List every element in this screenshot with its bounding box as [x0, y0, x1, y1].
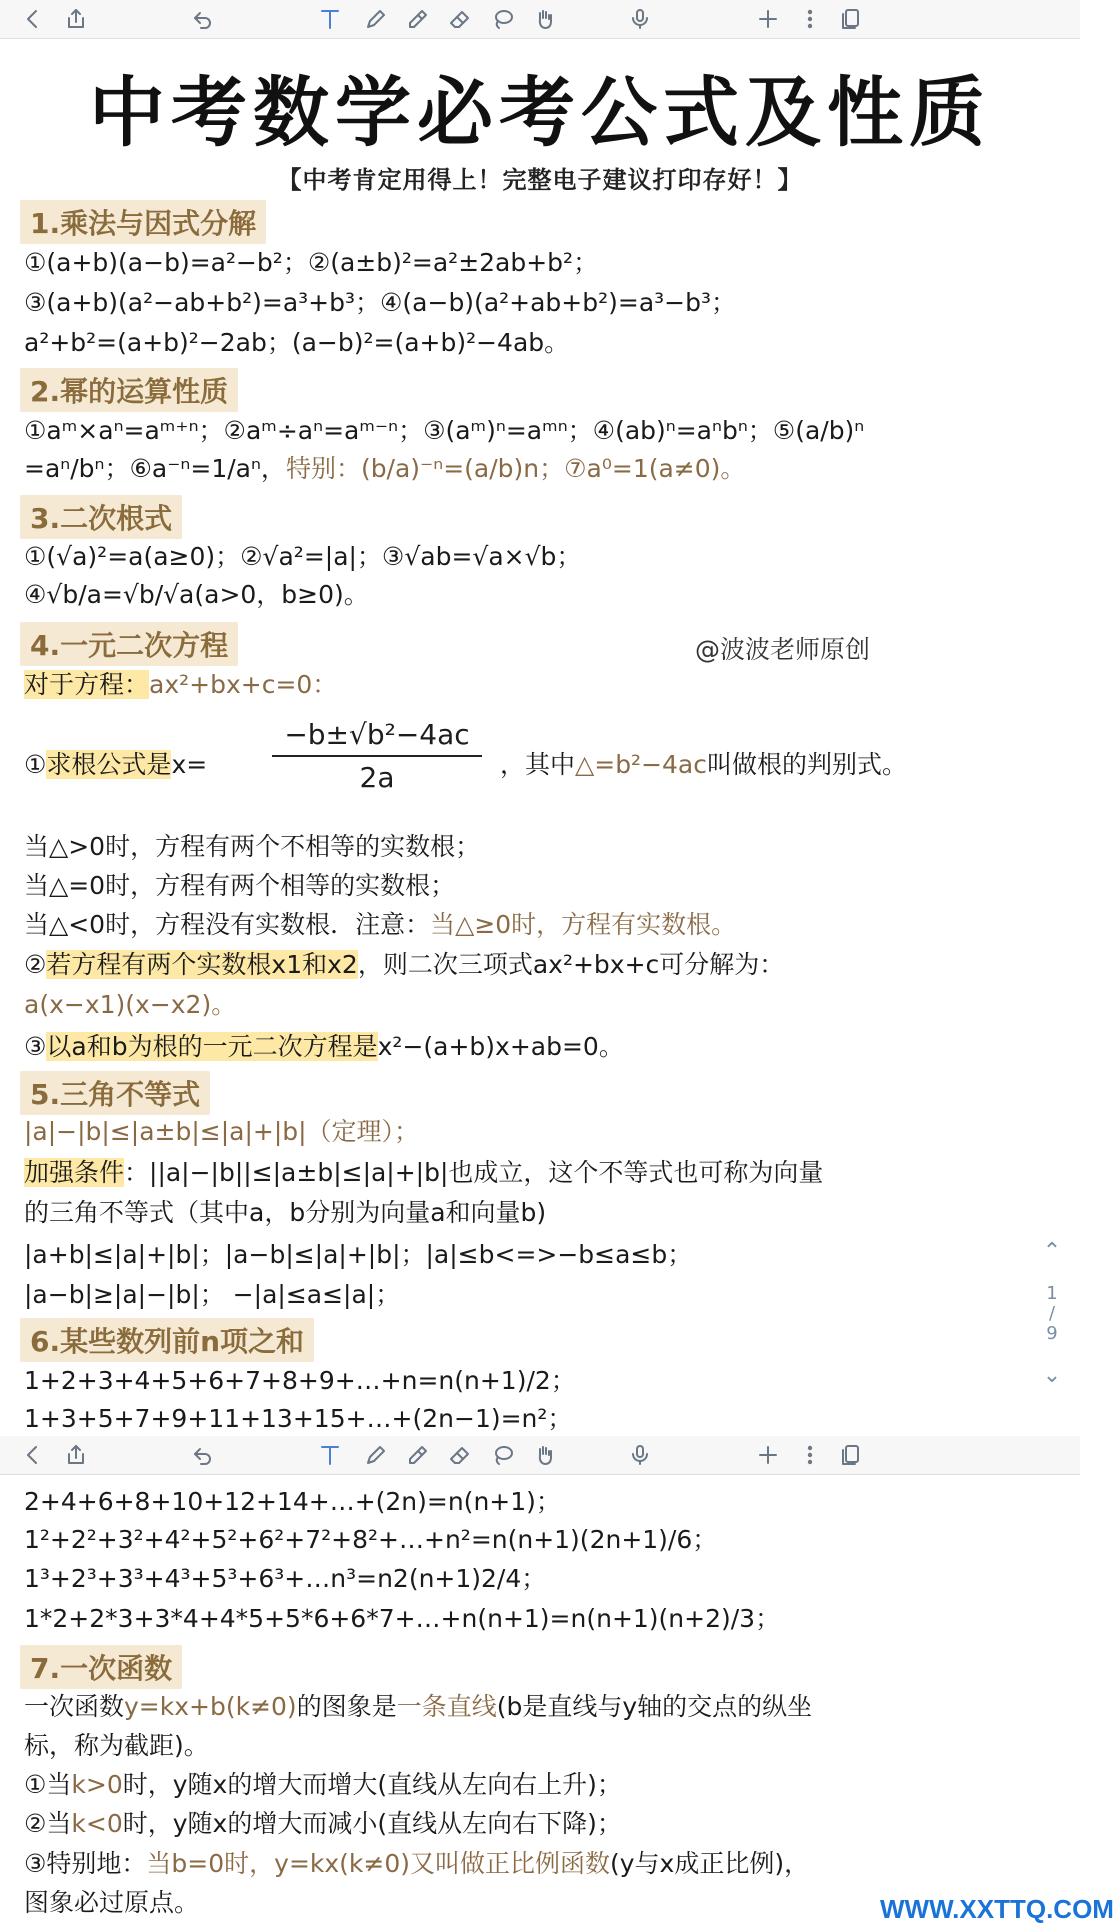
highlighted-text: 以a和b为根的一元二次方程是 [46, 1032, 378, 1061]
formula-note: k>0 [71, 1770, 123, 1799]
formula-text: 当△<0时，方程没有实数根．注意： [24, 910, 431, 939]
plus-icon[interactable] [755, 1442, 781, 1468]
highlighted-text: 对于方程： [24, 670, 150, 699]
lasso-icon[interactable] [490, 1442, 516, 1468]
formula-text: ③特别地： [24, 1849, 147, 1878]
formula-text: ②当 [24, 1809, 72, 1838]
formula-line: 1*2+2*3+3*4+4*5+5*6+6*7+…+n(n+1)=n(n+1)(n+2)/3； [24, 1604, 781, 1633]
section-heading-5: 5.三角不等式 [20, 1071, 210, 1115]
formula-line: 1²+2²+3²+4²+5²+6²+7²+8²+…+n²=n(n+1)(2n+1)/6； [24, 1525, 718, 1554]
chevron-up-icon[interactable]: ⌃ [1042, 1239, 1062, 1264]
site-watermark: WWW.XXTTQ.COM [880, 1891, 1080, 1927]
section-heading-1: 1.乘法与因式分解 [20, 200, 266, 244]
section-heading-2: 2.幂的运算性质 [20, 368, 238, 412]
formula-text: 时，y随x的增大而增大(直线从左向右上升)； [122, 1770, 622, 1799]
formula-line: 当△>0时，方程有两个不相等的实数根； [24, 832, 481, 861]
highlighted-text: 若方程有两个实数根x1和x2 [46, 950, 358, 979]
pen-icon[interactable] [363, 6, 389, 32]
page-subtitle: 【中考肯定用得上！完整电子建议打印存好！】 [277, 166, 803, 194]
formula-note: 当b=0时，y=kx(k≠0)又叫做正比例函数 [146, 1849, 610, 1878]
undo-icon[interactable] [190, 6, 216, 32]
section-heading-7: 7.一次函数 [20, 1645, 182, 1689]
fraction-denominator: 2a [359, 761, 395, 794]
formula-text: ③ [24, 1032, 47, 1061]
formula-text: (b是直线与y轴的交点的纵坐 [496, 1692, 813, 1721]
formula-line [24, 1030, 1040, 1064]
section-heading-4: 4.一元二次方程 [20, 622, 238, 666]
formula-note: y=kx+b(k≠0) [124, 1692, 297, 1721]
formula-line: 图象必过原点。 [24, 1888, 200, 1917]
back-icon[interactable] [20, 6, 46, 32]
formula-note: 一条直线 [396, 1692, 497, 1721]
highlighted-text: 求根公式是 [46, 750, 172, 779]
top-toolbar [0, 0, 1080, 39]
formula-text: 的图象是 [296, 1692, 397, 1721]
formula-line [24, 948, 1040, 982]
current-page: 1 [1046, 1283, 1058, 1304]
more-icon[interactable] [797, 1442, 823, 1468]
formula-text: (y与x成正比例)， [610, 1849, 810, 1878]
formula-line [24, 1156, 1040, 1190]
formula-line: 1³+2³+3³+4³+5³+6³+…n³=n2(n+1)2/4； [24, 1564, 547, 1593]
formula-line: 当△=0时，方程有两个相等的实数根； [24, 871, 456, 900]
formula-line: ④√b/a=√b/√a(a>0，b≥0)。 [24, 580, 369, 609]
formula-text: x= [171, 750, 208, 779]
formula-line [500, 748, 1040, 782]
hand-icon[interactable] [532, 1442, 558, 1468]
pen-icon[interactable] [363, 1442, 389, 1468]
pages-icon[interactable] [838, 6, 864, 32]
formula-text: ，则二次三项式ax²+bx+c可分解为： [357, 950, 785, 979]
formula-line: 1+3+5+7+9+11+13+15+…+(2n−1)=n²； [24, 1404, 573, 1433]
text-tool-icon[interactable] [317, 6, 343, 32]
author-credit: @波波老师原创 [695, 635, 871, 664]
formula-text: ② [24, 950, 47, 979]
formula-line [24, 1807, 1040, 1841]
formula-text: ，其中 [500, 750, 576, 779]
second-toolbar [0, 1436, 1080, 1475]
formula-line [24, 1847, 1040, 1881]
eraser-icon[interactable] [447, 1442, 473, 1468]
formula-line [24, 1690, 1040, 1724]
formula-note: ax²+bx+c=0： [149, 670, 338, 699]
formula-note: 当△≥0时，方程有实数根。 [430, 910, 737, 939]
formula-line: a(x−x1)(x−x2)。 [24, 990, 237, 1019]
highlighter-icon[interactable] [405, 1442, 431, 1468]
share-icon[interactable] [63, 1442, 89, 1468]
formula-text: ：||a|−|b||≤|a±b|≤|a|+|b|也成立，这个不等式也可称为向量 [124, 1158, 824, 1187]
formula-line: ①aᵐ×aⁿ=aᵐ⁺ⁿ；②aᵐ÷aⁿ=aᵐ⁻ⁿ；③(aᵐ)ⁿ=aᵐⁿ；④(ab)ⁿ=aⁿbⁿ；⑤(a/b)ⁿ [24, 416, 865, 445]
formula-text: x²−(a+b)x+ab=0。 [377, 1032, 624, 1061]
total-pages: 9 [1046, 1323, 1058, 1344]
chevron-down-icon[interactable]: ⌄ [1042, 1363, 1062, 1388]
plus-icon[interactable] [755, 6, 781, 32]
back-icon[interactable] [20, 1442, 46, 1468]
section-heading-6: 6.某些数列前n项之和 [20, 1318, 314, 1362]
formula-note: △=b²−4ac [575, 750, 707, 779]
formula-text: ①当 [24, 1770, 72, 1799]
formula-line: 标，称为截距)。 [24, 1731, 209, 1760]
formula-line: ③(a+b)(a²−ab+b²)=a³+b³；④(a−b)(a²+ab+b²)=a³−b³； [24, 288, 737, 317]
page-title: 中考数学必考公式及性质 [89, 68, 991, 157]
formula-line [24, 1768, 1040, 1802]
formula-text: 叫做根的判别式。 [707, 750, 908, 779]
formula-line [24, 908, 1040, 942]
formula-line: ①(a+b)(a−b)=a²−b²；②(a±b)²=a²±2ab+b²； [24, 248, 599, 277]
formula-line [24, 452, 1040, 486]
hand-icon[interactable] [532, 6, 558, 32]
formula-line: |a+b|≤|a|+|b|；|a−b|≤|a|+|b|；|a|≤b<=>−b≤a≤b； [24, 1240, 693, 1269]
pages-icon[interactable] [838, 1442, 864, 1468]
formula-line: ①(√a)²=a(a≥0)；②√a²=|a|；③√ab=√a×√b； [24, 542, 582, 571]
text-tool-icon[interactable] [317, 1442, 343, 1468]
eraser-icon[interactable] [447, 6, 473, 32]
highlighted-text: 加强条件 [24, 1158, 125, 1187]
undo-icon[interactable] [190, 1442, 216, 1468]
formula-text: =aⁿ/bⁿ；⑥a⁻ⁿ=1/aⁿ， [24, 454, 286, 483]
formula-line: 1+2+3+4+5+6+7+8+9+…+n=n(n+1)/2； [24, 1366, 576, 1395]
formula-line [24, 668, 1040, 702]
formula-note: 特别：(b/a)⁻ⁿ=(a/b)n；⑦a⁰=1(a≠0)。 [285, 454, 746, 483]
formula-line: |a−b|≥|a|−|b|； −|a|≤a≤|a|； [24, 1280, 401, 1309]
fraction-numerator: −b±√b²−4ac [272, 718, 482, 757]
formula-line: 的三角不等式（其中a，b分别为向量a和向量b) [24, 1198, 547, 1227]
share-icon[interactable] [63, 6, 89, 32]
mic-icon[interactable] [627, 6, 653, 32]
formula-text: 时，y随x的增大而减小(直线从左向右下降)； [122, 1809, 622, 1838]
quadratic-formula-fraction [272, 718, 482, 794]
mic-icon[interactable] [627, 1442, 653, 1468]
more-icon[interactable] [797, 6, 823, 32]
formula-line: |a|−|b|≤|a±b|≤|a|+|b|（定理）； [24, 1117, 420, 1146]
formula-line: 2+4+6+8+10+12+14+…+(2n)=n(n+1)； [24, 1487, 561, 1516]
highlighter-icon[interactable] [405, 6, 431, 32]
formula-text: 一次函数 [24, 1692, 125, 1721]
page-separator: / [1048, 1303, 1056, 1324]
section-heading-3: 3.二次根式 [20, 495, 182, 539]
formula-line: a²+b²=(a+b)²−2ab；(a−b)²=(a+b)²−4ab。 [24, 328, 570, 357]
formula-note: k<0 [71, 1809, 123, 1838]
lasso-icon[interactable] [490, 6, 516, 32]
formula-text: ① [24, 750, 47, 779]
page-navigator [1040, 1240, 1064, 1388]
